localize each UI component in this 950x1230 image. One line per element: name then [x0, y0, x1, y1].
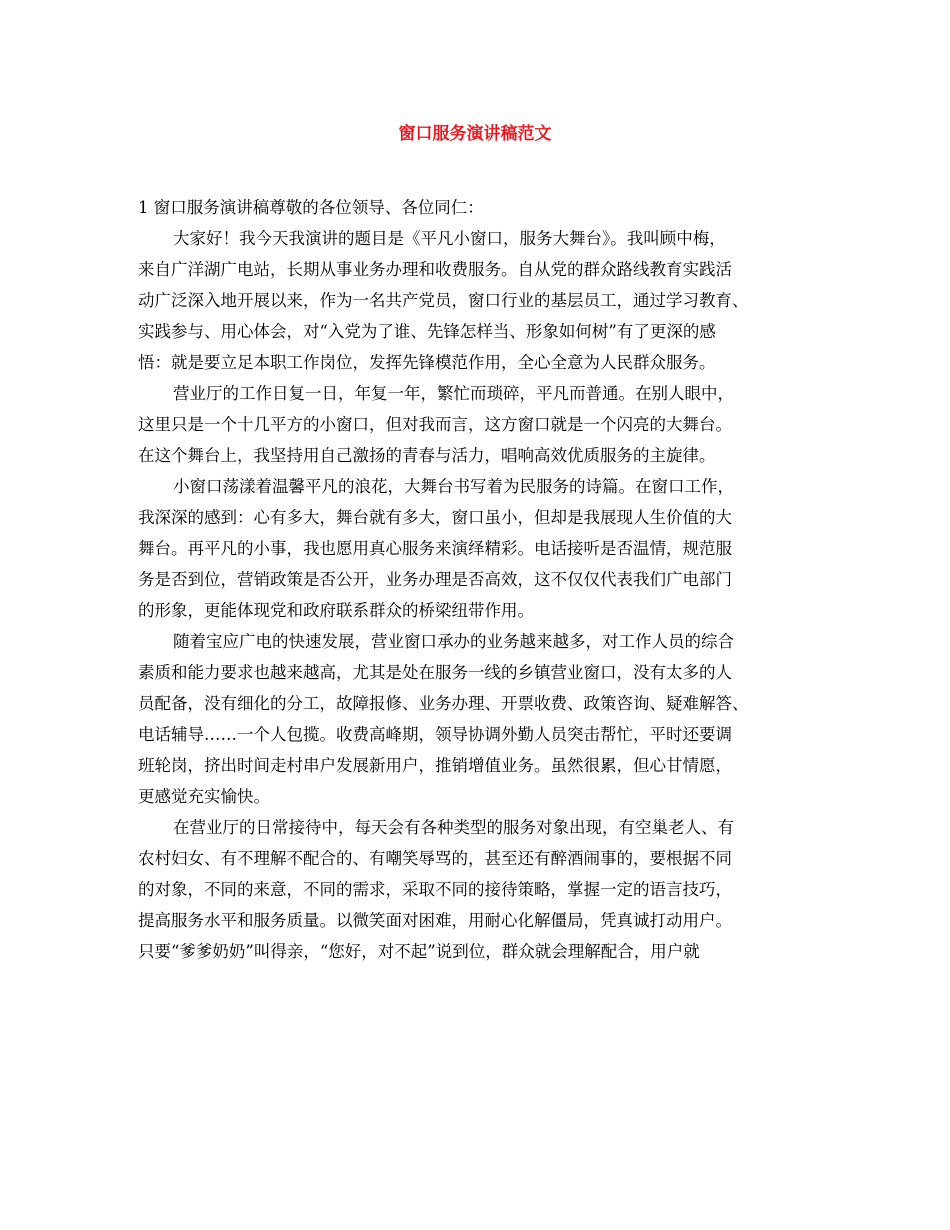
text-line: 的形象，更能体现党和政府联系群众的桥梁纽带作用。: [138, 601, 534, 620]
paragraph-3: [138, 471, 818, 626]
text-line: 更感觉充实愉快。: [138, 787, 270, 806]
text-line: 悟：就是要立足本职工作岗位，发挥先锋模范作用，全心全意为人民群众服务。: [138, 353, 716, 372]
text-line: 农村妇女、有不理解不配合的、有嘲笑辱骂的，甚至还有醉酒闹事的，要根据不同: [138, 849, 732, 868]
text-line: 在这个舞台上，我坚持用自己激扬的青春与活力，唱响高效优质服务的主旋律。: [138, 446, 716, 465]
text-line: 班轮岗，挤出时间走村串户发展新用户，推销增值业务。虽然很累，但心甘情愿，: [138, 756, 732, 775]
text-line: 素质和能力要求也越来越高，尤其是处在服务一线的乡镇营业窗口，没有太多的人: [138, 663, 732, 682]
text-line: 员配备，没有细化的分工，故障报修、业务办理、开票收费、政策咨询、疑难解答、: [138, 694, 749, 713]
paragraph-1: [138, 223, 818, 378]
text-line: 我深深的感到：心有多大，舞台就有多大，窗口虽小，但却是我展现人生价值的大: [138, 508, 732, 527]
text-line: 动广泛深入地开展以来，作为一名共产党员，窗口行业的基层员工，通过学习教育、: [138, 291, 749, 310]
text-line: 在营业厅的日常接待中，每天会有各种类型的服务对象出现，有空巢老人、有: [173, 818, 734, 837]
document-body: [138, 192, 818, 967]
text-line: 大家好！我今天我演讲的题目是《平凡小窗口，服务大舞台》。我叫顾中梅，: [173, 229, 726, 248]
text-line: 小窗口荡漾着温馨平凡的浪花，大舞台书写着为民服务的诗篇。在窗口工作，: [173, 477, 734, 496]
paragraph-2: [138, 378, 818, 471]
text-line: 只要“爹爹奶奶”叫得亲，“您好，对不起”说到位，群众就会理解配合，用户就: [138, 942, 700, 961]
text-line: 来自广洋湖广电站，长期从事业务办理和收费服务。自从党的群众路线教育实践活: [138, 260, 732, 279]
text-line: 的对象，不同的来意，不同的需求，采取不同的接待策略，掌握一定的语言技巧，: [138, 880, 732, 899]
text-line: 随着宝应广电的快速发展，营业窗口承办的业务越来越多，对工作人员的综合: [173, 632, 734, 651]
text-line: 电话辅导……一个人包揽。收费高峰期，领导协调外勤人员突击帮忙，平时还要调: [138, 725, 732, 744]
text-line: 这里只是一个十几平方的小窗口，但对我而言，这方窗口就是一个闪亮的大舞台。: [138, 415, 732, 434]
text-line: 务是否到位，营销政策是否公开，业务办理是否高效，这不仅仅代表我们广电部门: [138, 570, 732, 589]
paragraph-4: [138, 626, 818, 812]
document-title: 窗口服务演讲稿范文: [398, 124, 552, 144]
lead-line: 1 窗口服务演讲稿尊敬的各位领导、各位同仁：: [138, 198, 484, 217]
text-line: 舞台。再平凡的小事，我也愿用真心服务来演绎精彩。电话接听是否温情，规范服: [138, 539, 732, 558]
paragraph-5: [138, 812, 818, 967]
text-line: 提高服务水平和服务质量。以微笑面对困难，用耐心化解僵局，凭真诚打动用户。: [138, 911, 732, 930]
text-line: 实践参与、用心体会，对“入党为了谁、先锋怎样当、形象如何树”有了更深的感: [138, 322, 716, 341]
text-line: 营业厅的工作日复一日，年复一年，繁忙而琐碎，平凡而普通。在别人眼中，: [173, 384, 734, 403]
